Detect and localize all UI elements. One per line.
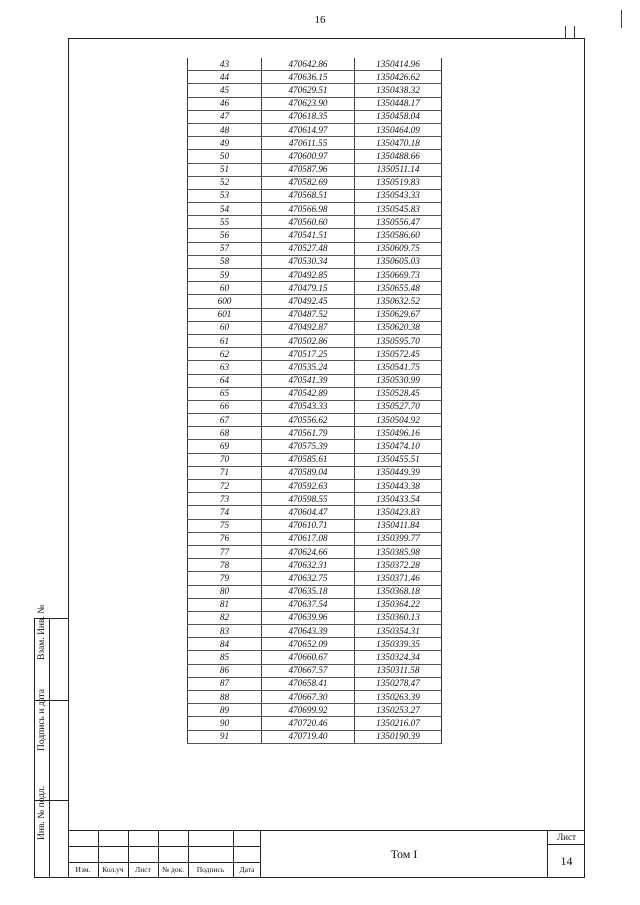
point-number-cell: 68 <box>188 427 262 440</box>
side-label-replacement: Взам. Инв. № <box>37 604 47 660</box>
y-coordinate-cell: 1350527.70 <box>355 400 442 413</box>
table-row <box>188 427 442 440</box>
x-coordinate-cell: 470636.15 <box>262 71 355 84</box>
y-coordinate-cell: 1350216.07 <box>355 717 442 730</box>
point-number-cell: 74 <box>188 506 262 519</box>
table-row <box>188 730 442 743</box>
y-coordinate-cell: 1350609.75 <box>355 242 442 255</box>
x-coordinate-cell: 470492.45 <box>262 295 355 308</box>
point-number-cell: 88 <box>188 691 262 704</box>
point-number-cell: 48 <box>188 123 262 136</box>
side-stamp <box>34 604 68 878</box>
table-row <box>188 625 442 638</box>
point-number-cell: 54 <box>188 203 262 216</box>
x-coordinate-cell: 470624.66 <box>262 545 355 558</box>
x-coordinate-cell: 470541.51 <box>262 229 355 242</box>
x-coordinate-cell: 470543.33 <box>262 400 355 413</box>
point-number-cell: 45 <box>188 84 262 97</box>
y-coordinate-cell: 1350519.83 <box>355 176 442 189</box>
y-coordinate-cell: 1350632.52 <box>355 295 442 308</box>
table-row <box>188 572 442 585</box>
table-row <box>188 664 442 677</box>
point-number-cell: 52 <box>188 176 262 189</box>
point-number-cell: 87 <box>188 677 262 690</box>
x-coordinate-cell: 470492.85 <box>262 269 355 282</box>
y-coordinate-cell: 1350433.54 <box>355 493 442 506</box>
table-row <box>188 84 442 97</box>
x-coordinate-cell: 470623.90 <box>262 97 355 110</box>
point-number-cell: 70 <box>188 453 262 466</box>
y-coordinate-cell: 1350399.77 <box>355 532 442 545</box>
y-coordinate-cell: 1350263.39 <box>355 691 442 704</box>
side-label-original: Инв. № подл. <box>37 785 47 840</box>
point-number-cell: 43 <box>188 58 262 71</box>
table-row <box>188 255 442 268</box>
point-number-cell: 89 <box>188 704 262 717</box>
point-number-cell: 66 <box>188 400 262 413</box>
point-number-cell: 47 <box>188 110 262 123</box>
y-coordinate-cell: 1350455.51 <box>355 453 442 466</box>
y-coordinate-cell: 1350541.75 <box>355 361 442 374</box>
table-row <box>188 348 442 361</box>
y-coordinate-cell: 1350464.09 <box>355 123 442 136</box>
x-coordinate-cell: 470556.62 <box>262 414 355 427</box>
table-row <box>188 638 442 651</box>
point-number-cell: 62 <box>188 348 262 361</box>
x-coordinate-cell: 470667.57 <box>262 664 355 677</box>
point-number-cell: 91 <box>188 730 262 743</box>
table-row <box>188 269 442 282</box>
table-row <box>188 387 442 400</box>
x-coordinate-cell: 470492.87 <box>262 321 355 334</box>
y-coordinate-cell: 1350426.62 <box>355 71 442 84</box>
point-number-cell: 82 <box>188 611 262 624</box>
table-row <box>188 611 442 624</box>
x-coordinate-cell: 470568.51 <box>262 189 355 202</box>
x-coordinate-cell: 470582.69 <box>262 176 355 189</box>
y-coordinate-cell: 1350669.73 <box>355 269 442 282</box>
y-coordinate-cell: 1350620.38 <box>355 321 442 334</box>
x-coordinate-cell: 470502.86 <box>262 334 355 347</box>
point-number-cell: 60 <box>188 282 262 295</box>
y-coordinate-cell: 1350586.60 <box>355 229 442 242</box>
sheet-number: 14 <box>560 854 573 868</box>
x-coordinate-cell: 470566.98 <box>262 203 355 216</box>
table-row <box>188 71 442 84</box>
point-number-cell: 601 <box>188 308 262 321</box>
y-coordinate-cell: 1350448.17 <box>355 97 442 110</box>
title-block <box>68 830 585 878</box>
table-row <box>188 717 442 730</box>
y-coordinate-cell: 1350364.22 <box>355 598 442 611</box>
y-coordinate-cell: 1350504.92 <box>355 414 442 427</box>
point-number-cell: 90 <box>188 717 262 730</box>
y-coordinate-cell: 1350190.39 <box>355 730 442 743</box>
point-number-cell: 71 <box>188 466 262 479</box>
y-coordinate-cell: 1350324.34 <box>355 651 442 664</box>
y-coordinate-cell: 1350496.16 <box>355 427 442 440</box>
point-number-cell: 80 <box>188 585 262 598</box>
y-coordinate-cell: 1350253.27 <box>355 704 442 717</box>
point-number-cell: 73 <box>188 493 262 506</box>
table-row <box>188 651 442 664</box>
y-coordinate-cell: 1350443.38 <box>355 480 442 493</box>
y-coordinate-cell: 1350278.47 <box>355 677 442 690</box>
point-number-cell: 79 <box>188 572 262 585</box>
x-coordinate-cell: 470600.97 <box>262 150 355 163</box>
y-coordinate-cell: 1350655.48 <box>355 282 442 295</box>
point-number-cell: 600 <box>188 295 262 308</box>
x-coordinate-cell: 470614.97 <box>262 123 355 136</box>
y-coordinate-cell: 1350528.45 <box>355 387 442 400</box>
y-coordinate-cell: 1350372.28 <box>355 559 442 572</box>
table-row <box>188 532 442 545</box>
point-number-cell: 60 <box>188 321 262 334</box>
point-number-cell: 51 <box>188 163 262 176</box>
table-row <box>188 110 442 123</box>
x-coordinate-cell: 470632.31 <box>262 559 355 572</box>
x-coordinate-cell: 470629.51 <box>262 84 355 97</box>
x-coordinate-cell: 470535.24 <box>262 361 355 374</box>
table-row <box>188 150 442 163</box>
x-coordinate-cell: 470530.34 <box>262 255 355 268</box>
table-row <box>188 400 442 413</box>
x-coordinate-cell: 470719.40 <box>262 730 355 743</box>
point-number-cell: 50 <box>188 150 262 163</box>
y-coordinate-cell: 1350458.04 <box>355 110 442 123</box>
point-number-cell: 72 <box>188 480 262 493</box>
table-row <box>188 519 442 532</box>
header-sheet: Лист <box>135 865 151 874</box>
y-coordinate-cell: 1350545.83 <box>355 203 442 216</box>
x-coordinate-cell: 470658.41 <box>262 677 355 690</box>
point-number-cell: 78 <box>188 559 262 572</box>
side-cell-original <box>35 785 68 879</box>
table-row <box>188 545 442 558</box>
point-number-cell: 58 <box>188 255 262 268</box>
table-row <box>188 598 442 611</box>
table-row <box>188 58 442 71</box>
table-row <box>188 414 442 427</box>
x-coordinate-cell: 470575.39 <box>262 440 355 453</box>
table-row <box>188 466 442 479</box>
table-row <box>188 163 442 176</box>
document-title: Том I <box>390 846 418 861</box>
x-coordinate-cell: 470652.09 <box>262 638 355 651</box>
table-row <box>188 704 442 717</box>
y-coordinate-cell: 1350470.18 <box>355 137 442 150</box>
point-number-cell: 63 <box>188 361 262 374</box>
y-coordinate-cell: 1350385.98 <box>355 545 442 558</box>
point-number-cell: 84 <box>188 638 262 651</box>
point-number-cell: 76 <box>188 532 262 545</box>
margin-tick <box>621 10 622 28</box>
x-coordinate-cell: 470639.96 <box>262 611 355 624</box>
y-coordinate-cell: 1350629.67 <box>355 308 442 321</box>
table-row <box>188 308 442 321</box>
table-row <box>188 361 442 374</box>
table-row <box>188 123 442 136</box>
x-coordinate-cell: 470643.39 <box>262 625 355 638</box>
x-coordinate-cell: 470541.39 <box>262 374 355 387</box>
x-coordinate-cell: 470667.30 <box>262 691 355 704</box>
table-row <box>188 137 442 150</box>
point-number-cell: 44 <box>188 71 262 84</box>
table-row <box>188 334 442 347</box>
x-coordinate-cell: 470611.55 <box>262 137 355 150</box>
point-number-cell: 61 <box>188 334 262 347</box>
table-row <box>188 216 442 229</box>
corner-mark <box>565 26 575 38</box>
point-number-cell: 86 <box>188 664 262 677</box>
y-coordinate-cell: 1350449.39 <box>355 466 442 479</box>
header-signature: Подпись <box>196 865 225 874</box>
x-coordinate-cell: 470589.04 <box>262 466 355 479</box>
x-coordinate-cell: 470517.25 <box>262 348 355 361</box>
y-coordinate-cell: 1350438.32 <box>355 84 442 97</box>
y-coordinate-cell: 1350511.14 <box>355 163 442 176</box>
sheet-box <box>547 830 585 878</box>
revision-grid <box>68 830 261 878</box>
x-coordinate-cell: 470587.96 <box>262 163 355 176</box>
x-coordinate-cell: 470604.47 <box>262 506 355 519</box>
table-row <box>188 176 442 189</box>
y-coordinate-cell: 1350474.10 <box>355 440 442 453</box>
x-coordinate-cell: 470699.92 <box>262 704 355 717</box>
point-number-cell: 81 <box>188 598 262 611</box>
table-row <box>188 295 442 308</box>
y-coordinate-cell: 1350595.70 <box>355 334 442 347</box>
page-number: 16 <box>314 14 326 26</box>
header-doc: № док. <box>161 865 185 874</box>
table-row <box>188 203 442 216</box>
x-coordinate-cell: 470632.75 <box>262 572 355 585</box>
table-row <box>188 585 442 598</box>
y-coordinate-cell: 1350488.66 <box>355 150 442 163</box>
point-number-cell: 69 <box>188 440 262 453</box>
x-coordinate-cell: 470617.08 <box>262 532 355 545</box>
x-coordinate-cell: 470598.55 <box>262 493 355 506</box>
point-number-cell: 56 <box>188 229 262 242</box>
point-number-cell: 55 <box>188 216 262 229</box>
x-coordinate-cell: 470642.86 <box>262 58 355 71</box>
table-row <box>188 677 442 690</box>
y-coordinate-cell: 1350414.96 <box>355 58 442 71</box>
x-coordinate-cell: 470637.54 <box>262 598 355 611</box>
point-number-cell: 65 <box>188 387 262 400</box>
table-row <box>188 440 442 453</box>
table-row <box>188 97 442 110</box>
point-number-cell: 49 <box>188 137 262 150</box>
point-number-cell: 57 <box>188 242 262 255</box>
table-row <box>188 506 442 519</box>
header-date: Дата <box>239 865 255 874</box>
x-coordinate-cell: 470585.61 <box>262 453 355 466</box>
point-number-cell: 85 <box>188 651 262 664</box>
table-row <box>188 480 442 493</box>
point-number-cell: 75 <box>188 519 262 532</box>
y-coordinate-cell: 1350543.33 <box>355 189 442 202</box>
header-change: Изм. <box>75 865 91 874</box>
table-row <box>188 321 442 334</box>
header-count: Кол.уч <box>102 865 124 874</box>
point-number-cell: 64 <box>188 374 262 387</box>
table-row <box>188 189 442 202</box>
x-coordinate-cell: 470660.67 <box>262 651 355 664</box>
table-row <box>188 559 442 572</box>
y-coordinate-cell: 1350371.46 <box>355 572 442 585</box>
table-row <box>188 453 442 466</box>
x-coordinate-cell: 470479.15 <box>262 282 355 295</box>
x-coordinate-cell: 470618.35 <box>262 110 355 123</box>
x-coordinate-cell: 470560.60 <box>262 216 355 229</box>
y-coordinate-cell: 1350354.31 <box>355 625 442 638</box>
x-coordinate-cell: 470542.89 <box>262 387 355 400</box>
side-label-signature: Подпись и дата <box>37 688 47 751</box>
y-coordinate-cell: 1350311.58 <box>355 664 442 677</box>
y-coordinate-cell: 1350530.99 <box>355 374 442 387</box>
y-coordinate-cell: 1350360.13 <box>355 611 442 624</box>
x-coordinate-cell: 470592.63 <box>262 480 355 493</box>
table-row <box>188 229 442 242</box>
table-row <box>188 242 442 255</box>
y-coordinate-cell: 1350423.83 <box>355 506 442 519</box>
x-coordinate-cell: 470487.52 <box>262 308 355 321</box>
y-coordinate-cell: 1350368.18 <box>355 585 442 598</box>
y-coordinate-cell: 1350556.47 <box>355 216 442 229</box>
x-coordinate-cell: 470635.18 <box>262 585 355 598</box>
table-row <box>188 282 442 295</box>
point-number-cell: 53 <box>188 189 262 202</box>
y-coordinate-cell: 1350339.35 <box>355 638 442 651</box>
x-coordinate-cell: 470527.48 <box>262 242 355 255</box>
y-coordinate-cell: 1350572.45 <box>355 348 442 361</box>
coordinates-table <box>187 58 442 744</box>
point-number-cell: 46 <box>188 97 262 110</box>
y-coordinate-cell: 1350605.03 <box>355 255 442 268</box>
x-coordinate-cell: 470720.46 <box>262 717 355 730</box>
table-row <box>188 493 442 506</box>
sheet-label: Лист <box>548 832 585 845</box>
x-coordinate-cell: 470561.79 <box>262 427 355 440</box>
x-coordinate-cell: 470610.71 <box>262 519 355 532</box>
point-number-cell: 77 <box>188 545 262 558</box>
point-number-cell: 67 <box>188 414 262 427</box>
y-coordinate-cell: 1350411.84 <box>355 519 442 532</box>
table-row <box>188 374 442 387</box>
point-number-cell: 59 <box>188 269 262 282</box>
point-number-cell: 83 <box>188 625 262 638</box>
table-row <box>188 691 442 704</box>
